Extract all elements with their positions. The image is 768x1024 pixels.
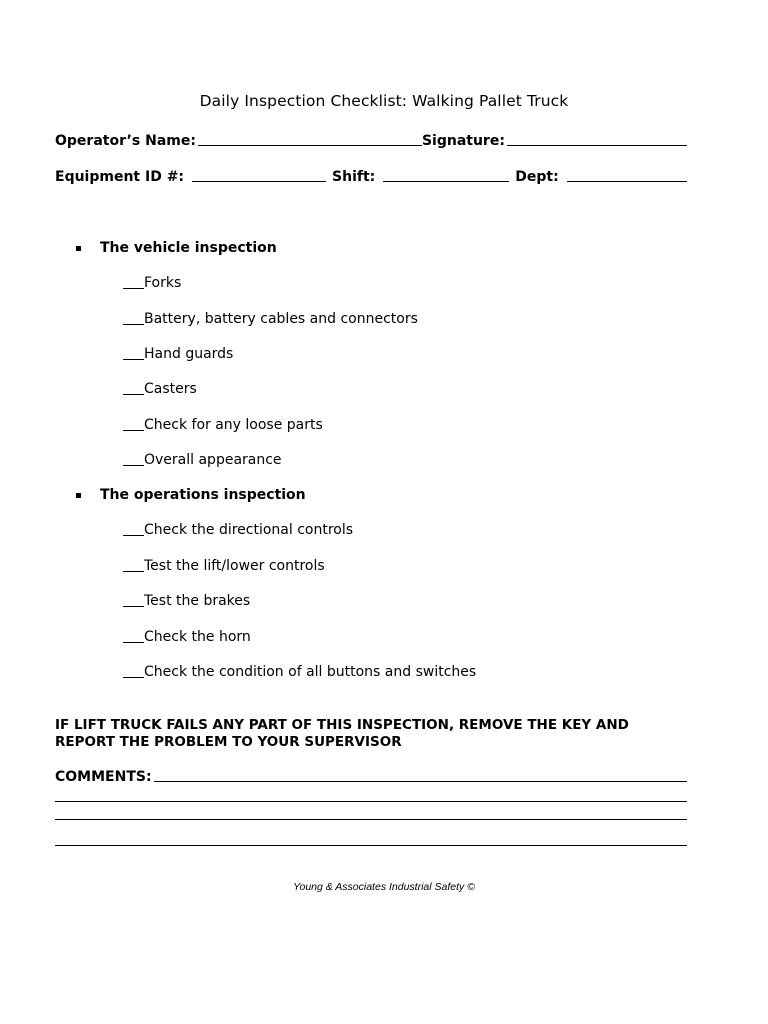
check-blank[interactable]: [123, 676, 144, 678]
check-blank[interactable]: [123, 358, 144, 360]
checklist-item-label: Test the lift/lower controls: [144, 558, 325, 574]
check-blank[interactable]: [123, 570, 144, 572]
checklist-item-label: Check the horn: [144, 629, 251, 645]
checklist-item-label: Check for any loose parts: [144, 417, 323, 433]
check-blank[interactable]: [123, 287, 144, 289]
section-heading-label: The vehicle inspection: [100, 240, 277, 256]
checklist-item-buttons-switches: [123, 664, 476, 680]
comments-line[interactable]: [55, 845, 687, 846]
checklist-item-horn: [123, 629, 251, 645]
operator-name-field[interactable]: [198, 144, 422, 146]
comments-line[interactable]: [55, 801, 687, 802]
check-blank[interactable]: [123, 534, 144, 536]
checklist-item-label: Overall appearance: [144, 452, 282, 468]
section-heading-vehicle: [76, 240, 277, 256]
comments-row: [55, 769, 687, 785]
comments-field[interactable]: [154, 780, 687, 782]
checklist-item-lift-lower: [123, 558, 325, 574]
bullet-icon: [76, 246, 81, 251]
checklist-item-appearance: [123, 452, 282, 468]
checklist-item-label: Check the condition of all buttons and switches: [144, 664, 477, 680]
equipment-id-field[interactable]: [192, 180, 326, 182]
checklist-item-label: Hand guards: [144, 346, 234, 362]
operator-signature-row: [55, 133, 687, 149]
warning-line: REPORT THE PROBLEM TO YOUR SUPERVISOR: [55, 734, 402, 750]
check-blank[interactable]: [123, 641, 144, 643]
checklist-item-directional-controls: [123, 522, 353, 538]
signature-label: Signature:: [421, 133, 505, 149]
dept-label: Dept:: [515, 169, 559, 185]
checklist-item-label: Test the brakes: [144, 593, 251, 609]
checklist-item-casters: [123, 381, 197, 397]
signature-field[interactable]: [507, 144, 687, 146]
checklist-item-label: Casters: [144, 381, 197, 397]
checklist-item-battery: [123, 311, 418, 327]
comments-label: COMMENTS:: [55, 769, 152, 785]
check-blank[interactable]: [123, 429, 144, 431]
page-title: Daily Inspection Checklist: Walking Pallet Truck: [199, 92, 569, 110]
shift-label: Shift:: [332, 169, 376, 185]
checklist-item-loose-parts: [123, 417, 323, 433]
warning-line: IF LIFT TRUCK FAILS ANY PART OF THIS INSPECTION, REMOVE THE KEY AND: [55, 717, 629, 733]
checklist-item-label: Check the directional controls: [144, 522, 354, 538]
checklist-item-label: Battery, battery cables and connectors: [144, 311, 418, 327]
equipment-shift-dept-row: [55, 169, 687, 185]
operator-name-label: Operator’s Name:: [55, 133, 196, 149]
check-blank[interactable]: [123, 464, 144, 466]
check-blank[interactable]: [123, 393, 144, 395]
checklist-item-label: Forks: [144, 275, 182, 291]
dept-field[interactable]: [567, 180, 687, 182]
warning-notice: [55, 717, 695, 751]
check-blank[interactable]: [123, 323, 144, 325]
checklist-item-hand-guards: [123, 346, 233, 362]
section-heading-label: The operations inspection: [100, 487, 306, 503]
equipment-id-label: Equipment ID #:: [55, 169, 185, 185]
checklist-item-forks: [123, 275, 181, 291]
bullet-icon: [76, 493, 81, 498]
footer-copyright: Young & Associates Industrial Safety ©: [293, 881, 475, 893]
check-blank[interactable]: [123, 605, 144, 607]
shift-field[interactable]: [383, 180, 509, 182]
section-heading-operations: [76, 487, 306, 503]
comments-line[interactable]: [55, 819, 687, 820]
checklist-item-brakes: [123, 593, 250, 609]
